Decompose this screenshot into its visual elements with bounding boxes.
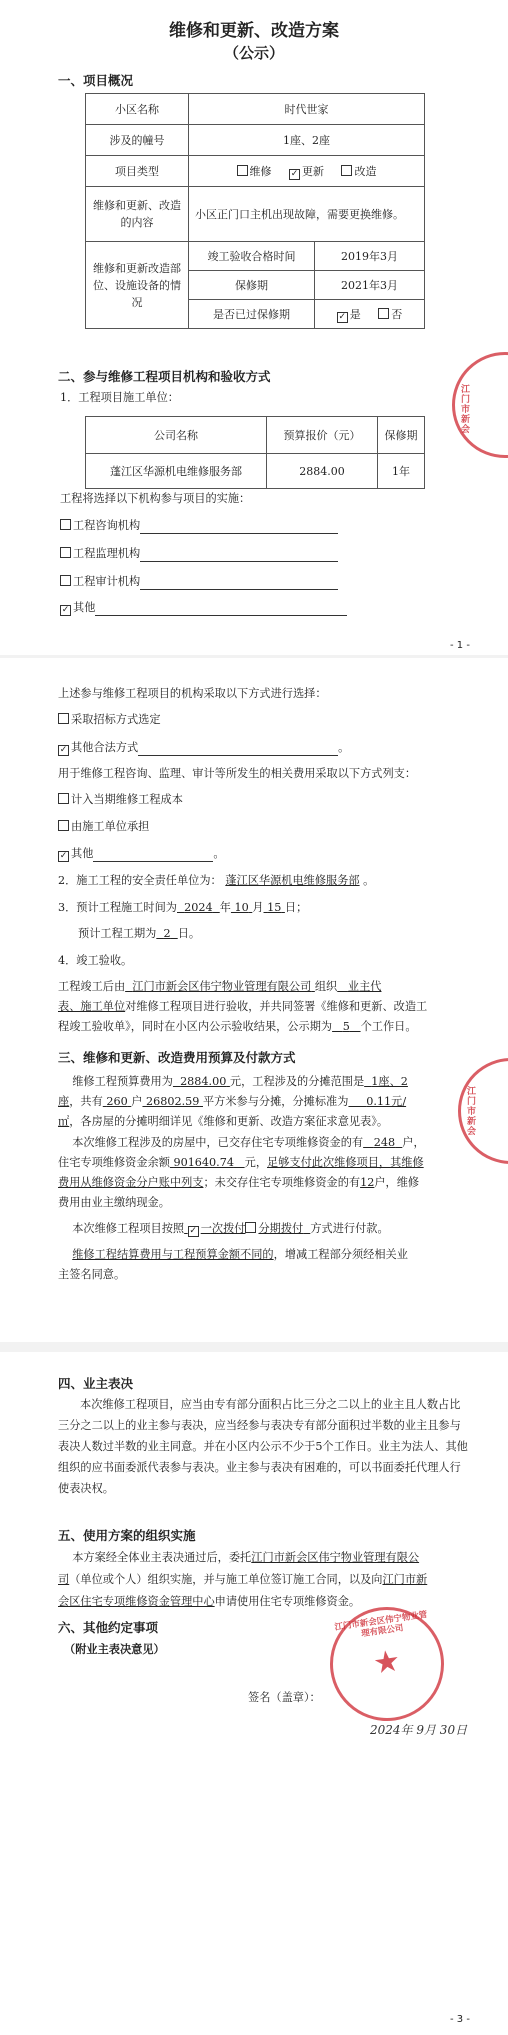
pay-a: 本次维修工程项目按照 (72, 1222, 185, 1235)
safety-row: 2．施工工程的安全责任单位为： 蓬江区华源机电维修服务部 。 (58, 874, 375, 887)
org-audit-row (60, 574, 338, 590)
company-stamp-partial (452, 352, 508, 458)
accept-time-value: 2019年3月 (315, 242, 425, 271)
impl-line-2 (58, 1572, 427, 1588)
seal-text: 江门市新会区伟宁物业管理有限公司 (334, 1609, 429, 1640)
fund-l2-b: 元， (244, 1156, 268, 1169)
checkbox-fee-other[interactable]: ✓ (59, 851, 68, 861)
select-intro: 工程将选择以下机构参与项目的实施： (60, 492, 251, 505)
section-5-heading: 五、使用方案的组织实施 (58, 1528, 196, 1543)
company-name-cell: 蓬江区华源机电维修服务部 (86, 454, 267, 489)
checkbox-supervise[interactable] (60, 547, 71, 558)
unit-intro: 1．工程项目施工单位： (60, 391, 179, 404)
month-suffix: 月 (252, 901, 264, 914)
budget-l2-b: ，共有 (69, 1095, 103, 1108)
start-time-row (58, 900, 307, 916)
option-modify-label: 改造 (354, 164, 377, 178)
accept-l3-a: 程竣工验收单》，同时在小区内公示验收结果，公示期为 (58, 1020, 333, 1033)
section-3-heading: 三、维修和更新、改造费用预算及付款方式 (58, 1050, 296, 1065)
expired-yes-label: 是 (349, 307, 361, 321)
method-intro: 上述参与维修工程项目的机构采取以下方式进行选择： (58, 687, 327, 700)
checkbox-pay-installment[interactable] (245, 1222, 256, 1233)
page-number-3: - 3 - (450, 2014, 470, 2025)
opt-other-legal-label: 其他合法方式 (71, 741, 139, 754)
seal-star-icon: ★ (371, 1643, 403, 1682)
fund-balance: 901640.74 (173, 1156, 234, 1169)
type-label: 项目类型 (86, 156, 189, 187)
fund-l1-b: 户， (402, 1136, 425, 1149)
fee-opt3-label: 其他 (71, 847, 94, 860)
content-label: 维修和更新、改造的内容 (86, 187, 189, 242)
budget-l3-a: ㎡ (58, 1115, 70, 1128)
fund-line-4: 费用由业主缴纳现金。 (58, 1196, 170, 1209)
period-prefix: 预计工程工期为 (78, 927, 157, 940)
budget-amount: 2884.00 (180, 1075, 227, 1088)
settle-line-1 (58, 1247, 408, 1263)
period-suffix: 日。 (177, 927, 201, 940)
payment-row (58, 1221, 389, 1237)
checkbox-update[interactable]: ✓ (290, 168, 299, 179)
type-options (189, 156, 425, 187)
accept-line-1 (58, 979, 381, 995)
document-subtitle: （公示） (223, 44, 284, 62)
checkbox-audit[interactable] (60, 575, 71, 586)
safety-prefix: 2．施工工程的安全责任单位为： (58, 874, 222, 887)
org-other-row (60, 600, 347, 616)
construction-unit-table (85, 416, 425, 489)
accept-org: 江门市新会区伟宁物业管理有限公司 (132, 980, 312, 993)
accept-l2-b: 对维修工程项目进行验收，并共同签署《维修和更新、改造工 (125, 1000, 428, 1013)
fund-l3-c: 户，维修 (374, 1176, 420, 1189)
budget-line-2 (58, 1094, 406, 1110)
consult-blank[interactable] (140, 521, 338, 534)
section-1-heading: 一、项目概况 (58, 73, 134, 88)
fund-unpaid-count: 12 (360, 1176, 375, 1189)
impl-line-1 (58, 1550, 419, 1566)
other-blank[interactable] (95, 603, 347, 616)
fee-opt2-label: 由施工单位承担 (71, 820, 150, 833)
col-company-header: 公司名称 (86, 417, 267, 454)
parts-label: 维修和更新改造部位、设施设备的情况 (86, 242, 189, 329)
budget-l1-a: 维修工程预算费用为 (72, 1075, 173, 1088)
accept-line-2 (58, 999, 427, 1015)
org-supervise-label: 工程监理机构 (73, 547, 141, 560)
supervise-blank[interactable] (140, 549, 338, 562)
org-consult-row (60, 518, 338, 534)
expired-label: 是否已过保修期 (189, 300, 315, 329)
opt-other-legal-row: ✓ 其他合法方式 。 (59, 741, 350, 755)
buildings-label: 涉及的幢号 (86, 125, 189, 156)
budget-l2-c: 户 (131, 1095, 143, 1108)
org-supervise-row (60, 546, 338, 562)
checkbox-fee-cost[interactable] (58, 793, 69, 804)
checkbox-expired-yes[interactable]: ✓ (338, 311, 347, 322)
warranty-value: 2021年3月 (315, 271, 425, 300)
content-value: 小区正门口主机出现故障，需要更换维修。 (189, 187, 425, 242)
stamp-edge-text: 江门市新会 (461, 385, 471, 435)
checkbox-bidding[interactable] (58, 713, 69, 724)
fund-line-3 (58, 1175, 419, 1191)
fund-l3-b: ；未交存住宅专项维修资金的有 (203, 1176, 361, 1189)
checkbox-pay-once[interactable]: ✓ (189, 1226, 197, 1236)
org-consult-label: 工程咨询机构 (73, 519, 141, 532)
start-year: 2024 (184, 901, 213, 914)
accept-l1-c: 业主代 (347, 980, 382, 993)
warranty-label: 保修期 (189, 271, 315, 300)
option-repair-label: 维修 (249, 164, 272, 178)
section-4-heading: 四、业主表决 (58, 1376, 134, 1391)
accept-days: 5 (342, 1020, 350, 1033)
fund-count: 248 (373, 1136, 396, 1149)
stamp-edge-text-2: 江门市新会 (467, 1087, 477, 1137)
warranty-cell: 1年 (378, 454, 425, 489)
fee-intro: 用于维修工程咨询、监理、审计等所发生的相关费用采取以下方式列支： (58, 767, 417, 780)
budget-l1-b: 元，工程涉及的分摊范围是 (229, 1075, 365, 1088)
settle-l1-a: 维修工程结算费用与工程预算金额不同的 (72, 1248, 274, 1261)
acceptance-heading: 4．竣工验收。 (58, 954, 133, 967)
budget-l3-b: ，各房屋的分摊明细详见《维修和更新、改造方案征求意见表》。 (69, 1115, 389, 1128)
period-value: 2 (163, 927, 171, 940)
fund-l2-a: 住宅专项维修资金余额 (58, 1156, 170, 1169)
project-overview-table (85, 93, 425, 329)
day-suffix: 日； (284, 901, 308, 914)
opt-bidding-label: 采取招标方式选定 (71, 713, 161, 726)
accept-l3-b: 个工作日。 (360, 1020, 417, 1033)
page-2 (0, 658, 508, 1340)
start-prefix: 3．预计工程施工时间为 (58, 901, 177, 914)
accept-l1-a: 工程竣工后由 (58, 980, 126, 993)
page-divider-2 (0, 1342, 508, 1352)
page-number-1: - 1 - (450, 640, 470, 651)
settle-line-2: 主签名同意。 (58, 1268, 126, 1281)
budget-line-3 (58, 1114, 388, 1130)
impl-l2-c: 江门市新 (382, 1573, 428, 1586)
start-month: 10 (234, 901, 249, 914)
checkbox-consult[interactable] (60, 519, 71, 530)
vote-paragraph: 本次维修工程项目，应当由专有部分面积占比三分之二以上的业主且人数占比三分之二以上的业主参与表决，应当经参与表决专有部分面积过半数的业主且参与表决人数过半数的业主同意。并在小区内公示不少于5个工作日。业主为法人、其他组织的应书面委派代表参与表决。业主参与表决有困难的，可以书面委托代理人行使表决权。 (58, 1398, 468, 1495)
company-seal (323, 1600, 452, 1729)
section-2-heading: 二、参与维修工程项目机构和验收方式 (58, 369, 271, 384)
impl-l2-b: （单位或个人）组织实施，并与施工单位签订施工合同，以及向 (69, 1573, 383, 1586)
fund-line-1 (58, 1135, 425, 1151)
pay-b: 方式进行付款。 (310, 1222, 389, 1235)
org-audit-label: 工程审计机构 (73, 575, 141, 588)
company-stamp-partial-2 (458, 1058, 508, 1164)
checkbox-other-legal[interactable]: ✓ (59, 745, 68, 755)
buildings-value: 1座、2座 (189, 125, 425, 156)
page-1 (0, 0, 508, 655)
pay-installment-label: 分期拨付 (258, 1222, 304, 1235)
budget-cell: 2884.00 (267, 454, 378, 489)
pay-once-label: 一次拨付 (200, 1222, 246, 1235)
fee-opt3-row: ✓ 其他 。 (59, 847, 225, 861)
impl-org: 江门市新会区伟宁物业管理有限公 (251, 1551, 420, 1564)
fund-l3-a: 费用从维修资金分户账中列支 (58, 1176, 204, 1189)
budget-rate: 0.11元/ (366, 1095, 407, 1108)
checkbox-modify[interactable] (341, 165, 352, 176)
accept-l1-b: 组织 (314, 980, 338, 993)
impl-l2-a: 司 (58, 1573, 70, 1586)
col-warranty-header: 保修期 (378, 417, 425, 454)
settle-l1-b: ，增减工程部分须经相关业 (273, 1248, 408, 1261)
other-legal-blank[interactable] (138, 743, 338, 756)
accept-time-label: 竣工验收合格时间 (189, 242, 315, 271)
checkbox-expired-no[interactable] (378, 308, 389, 319)
accept-l2-a: 表、施工单位 (58, 1000, 126, 1013)
option-update-label: 更新 (302, 164, 324, 178)
page-3 (0, 1352, 508, 2035)
sign-label: 签名（盖章）： (248, 1691, 321, 1704)
accept-line-3 (58, 1019, 417, 1035)
section-6-heading: 六、其他约定事项 (58, 1620, 159, 1635)
attach-note: （附业主表决意见） (64, 1643, 165, 1656)
audit-blank[interactable] (140, 577, 338, 590)
budget-l2-d: 平方米参与分摊，分摊标准为 (202, 1095, 349, 1108)
checkbox-other[interactable]: ✓ (61, 605, 70, 615)
checkbox-fee-contractor[interactable] (58, 820, 69, 831)
impl-l3-b: 申请使用住宅专项维修资金。 (214, 1595, 361, 1608)
budget-line-1 (58, 1074, 408, 1090)
start-day: 15 (267, 901, 282, 914)
fund-l1-a: 本次维修工程涉及的房屋中，已交存住宅专项维修资金的有 (72, 1136, 364, 1149)
fee-other-blank[interactable] (93, 849, 213, 862)
impl-l3-a: 会区住宅专项维修资金管理中心 (58, 1595, 215, 1608)
impl-line-3 (58, 1594, 360, 1610)
budget-households: 260 (106, 1095, 128, 1108)
sign-date: 2024年 9月 30日 (370, 1723, 468, 1737)
fund-line-2 (58, 1155, 424, 1171)
col-budget-header: 预算报价（元） (267, 417, 378, 454)
expired-no-label: 否 (391, 307, 403, 321)
period-row (78, 926, 200, 942)
community-label: 小区名称 (86, 94, 189, 125)
document-title: 维修和更新、改造方案 (169, 21, 339, 41)
fee-opt2-row (58, 819, 149, 835)
budget-l2-a: 座 (58, 1095, 70, 1108)
opt-bidding-row (58, 712, 161, 728)
year-suffix: 年 (219, 901, 231, 914)
fee-opt1-row (58, 792, 183, 808)
budget-scope: 1座、2 (371, 1075, 408, 1088)
fund-l2-c: 足够支付此次维修项目，其维修 (267, 1156, 424, 1169)
safety-unit: 蓬江区华源机电维修服务部 (225, 874, 360, 887)
budget-area: 26802.59 (146, 1095, 200, 1108)
community-value: 时代世家 (189, 94, 425, 125)
fee-opt1-label: 计入当期维修工程成本 (71, 793, 183, 806)
org-other-label: 其他 (73, 601, 96, 614)
checkbox-repair[interactable] (237, 165, 248, 176)
expired-options (315, 300, 425, 329)
impl-l1-a: 本方案经全体业主表决通过后，委托 (72, 1551, 252, 1564)
